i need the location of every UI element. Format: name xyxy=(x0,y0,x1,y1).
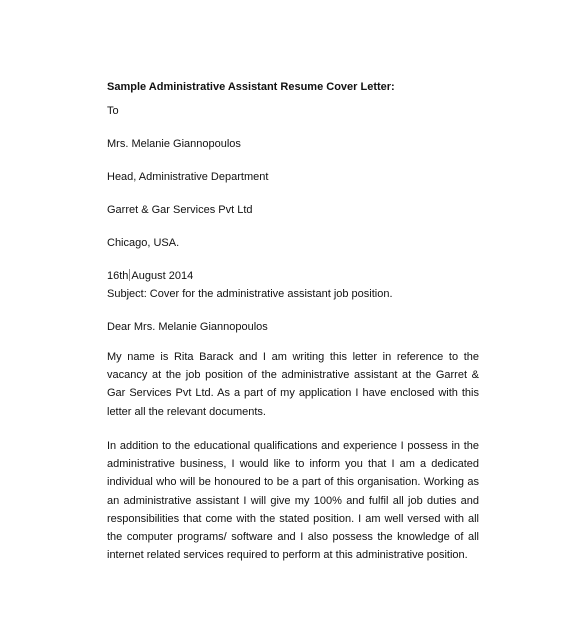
letter-date xyxy=(107,269,193,283)
date-day: 16th xyxy=(107,270,129,282)
to-label: To xyxy=(107,105,119,117)
salutation: Dear Mrs. Melanie Giannopoulos xyxy=(107,321,268,333)
recipient-name: Mrs. Melanie Giannopoulos xyxy=(107,138,241,150)
body-paragraph-2: In addition to the educational qualifications and experience I possess in the administrative business, I would like to inform you that I am a dedicated individual who will be honoured to be a part of this organisation. Working as an administrative assistant I will give my 100% and fulfil all job duties and responsibilities that come with the stated position. I am well versed with all the computer programs/ software and I also possess the knowledge of all internet related services required to perform at this administrative position. xyxy=(107,440,479,562)
letter-title: Sample Administrative Assistant Resume Cover Letter: xyxy=(107,81,395,93)
recipient-title: Head, Administrative Department xyxy=(107,171,269,183)
date-month-year: August 2014 xyxy=(131,270,194,282)
body-paragraph-1: My name is Rita Barack and I am writing this letter in reference to the vacancy at the job position of the administrative assistant at the Garret & Gar Services Pvt Ltd. As a part of my application I have enclosed with this letter all the relevant documents. xyxy=(107,351,479,418)
letter-subject: Subject: Cover for the administrative assistant job position. xyxy=(107,288,393,300)
company-location: Chicago, USA. xyxy=(107,237,180,249)
company-name: Garret & Gar Services Pvt Ltd xyxy=(107,204,253,216)
